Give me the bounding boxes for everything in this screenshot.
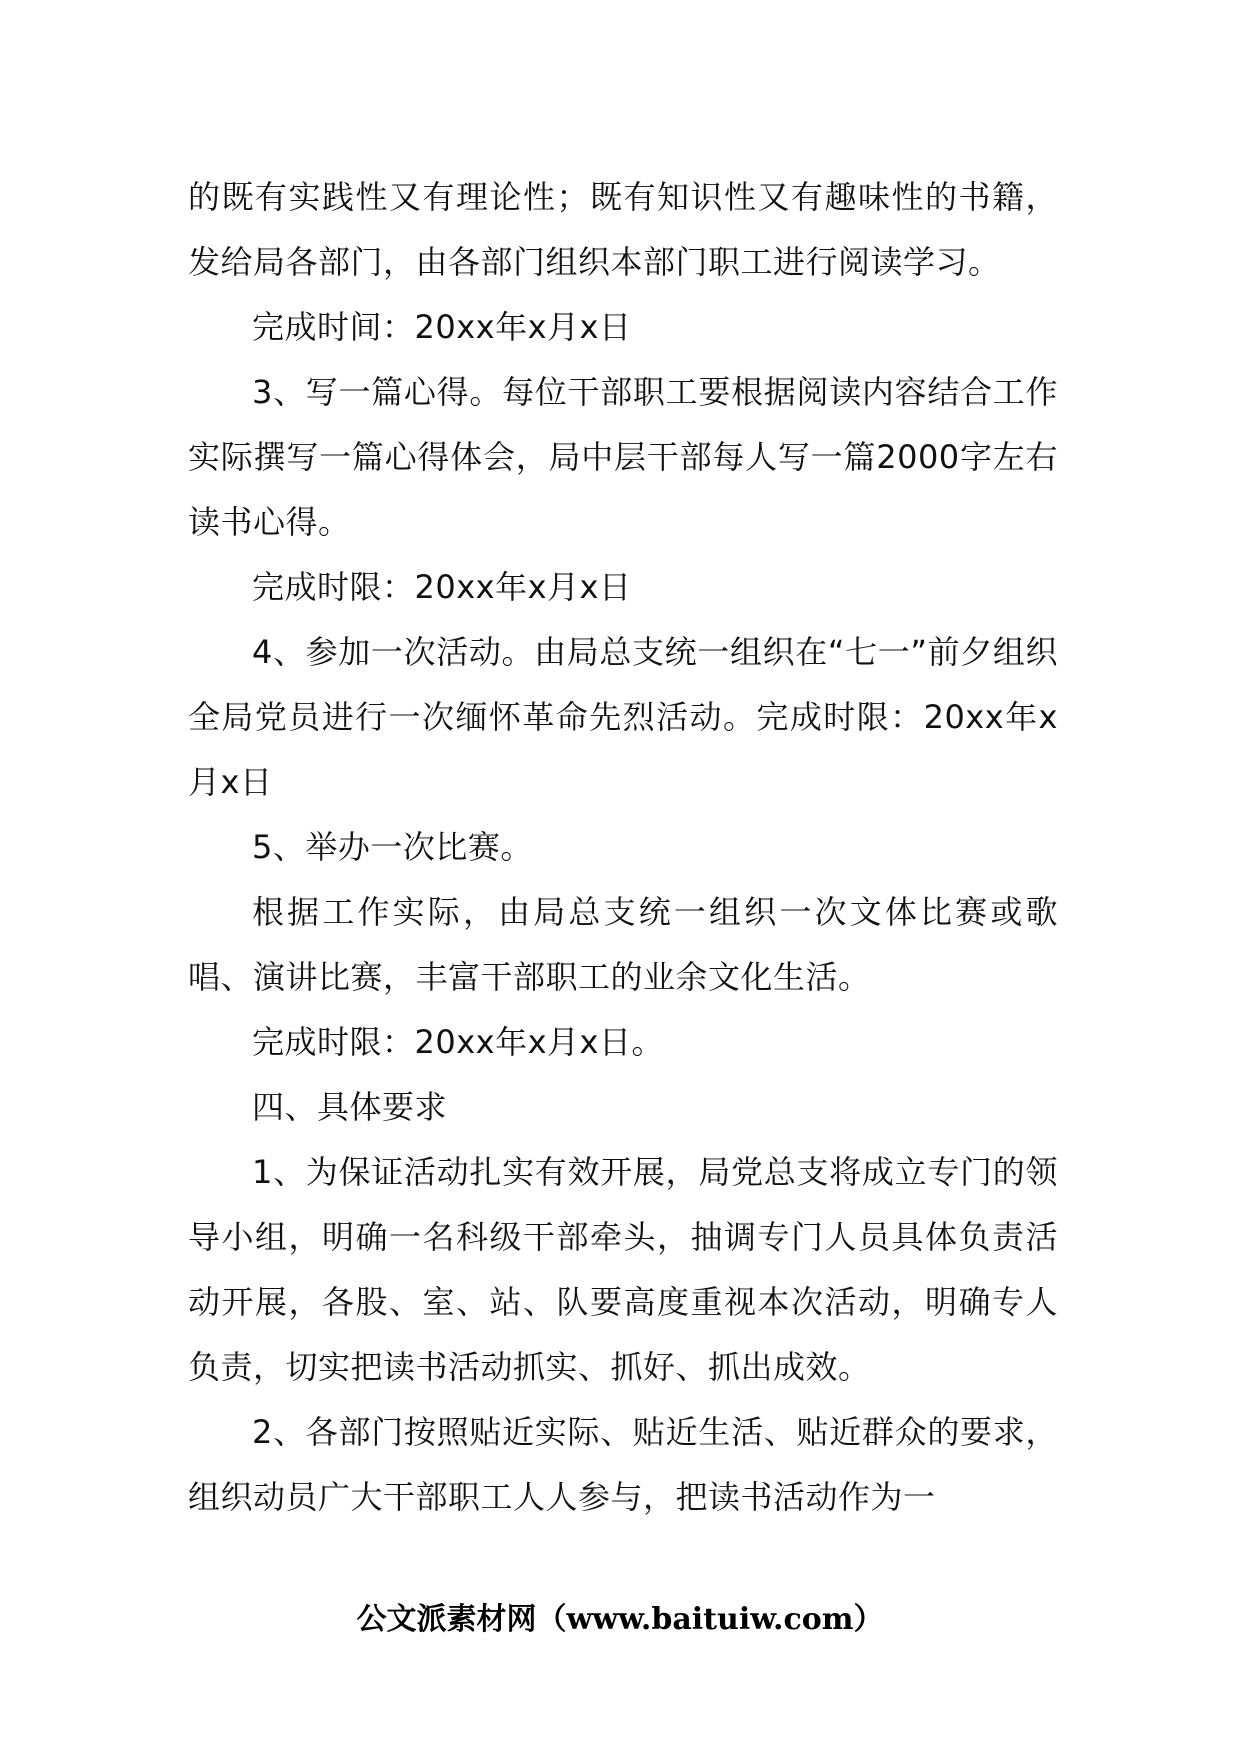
paragraph-requirement-1: 1、为保证活动扎实有效开展，局党总支将成立专门的领导小组，明确一名科级干部牵头，抽调专门人员具体负责活动开展，各股、室、站、队要高度重视本次活动，明确专人负责，切实把读书活动抓实、抓好、抓出成效。 [188,1153,1058,1386]
paragraph-item-5-competition: 5、举办一次比赛。 [252,828,533,866]
paragraph-item-3-write-reflection: 3、写一篇心得。每位干部职工要根据阅读内容结合工作实际撰写一篇心得体会，局中层干部每人写一篇2000字左右读书心得。 [188,373,1058,541]
paragraph-deadline-3: 完成时限：20xx年x月x日。 [252,1023,664,1061]
section-heading-requirements: 四、具体要求 [252,1088,448,1126]
paragraph-requirement-2: 2、各部门按照贴近实际、贴近生活、贴近群众的要求，组织动员广大干部职工人人参与，把读书活动作为一 [188,1413,1058,1516]
paragraph-item-4-activity: 4、参加一次活动。由局总支统一组织在“七一”前夕组织全局党员进行一次缅怀革命先烈活动。完成时限：20xx年x月x日 [188,633,1058,801]
paragraph-continuation-books: 的既有实践性又有理论性；既有知识性又有趣味性的书籍，发给局各部门，由各部门组织本部门职工进行阅读学习。 [188,178,1058,281]
paragraph-competition-detail: 根据工作实际，由局总支统一组织一次文体比赛或歌唱、演讲比赛，丰富干部职工的业余文化生活。 [188,893,1058,996]
paragraph-deadline-2: 完成时限：20xx年x月x日 [252,568,632,606]
footer-watermark-text: 公文派素材网（www.baituiw.com） [356,1602,884,1637]
paragraph-deadline-1: 完成时间：20xx年x月x日 [252,308,632,346]
document-body [188,165,1058,1530]
